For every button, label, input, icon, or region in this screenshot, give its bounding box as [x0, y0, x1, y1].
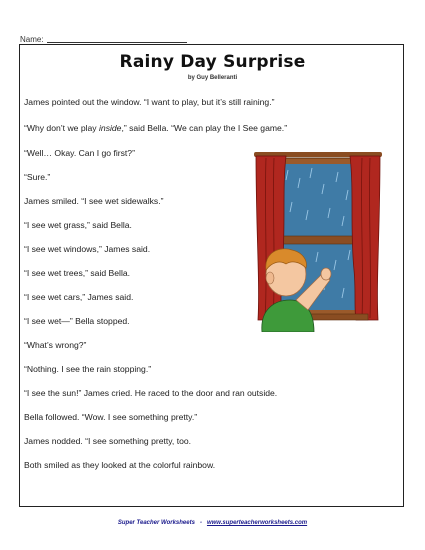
- story-paragraph: Both smiled as they looked at the colorful rainbow.: [24, 460, 216, 470]
- story-paragraph: “Sure.”: [24, 172, 51, 182]
- story-paragraph: James smiled. “I see wet sidewalks.”: [24, 196, 164, 206]
- name-line: [20, 34, 187, 44]
- story-paragraph: “I see wet cars,” James said.: [24, 292, 134, 302]
- story-paragraph: James pointed out the window. “I want to play, but it’s still raining.”: [24, 97, 275, 107]
- story-paragraph: James nodded. “I see something pretty, too.: [24, 436, 192, 446]
- footer-brand: Super Teacher Worksheets: [117, 520, 195, 526]
- story-paragraph: “I see wet trees,” said Bella.: [24, 268, 131, 278]
- boy-ear: [266, 272, 274, 284]
- rainy-window-illustration: [252, 150, 384, 332]
- window-glass-top: [280, 164, 356, 236]
- page-title: Rainy Day Surprise: [119, 52, 306, 72]
- story-paragraph: “I see the sun!” James cried. He raced to the door and ran outside.: [24, 388, 278, 398]
- footer-link[interactable]: www.superteacherworksheets.com: [206, 520, 308, 526]
- footer: [0, 520, 425, 526]
- paragraph-end: ,” said Bella. “We can play the I See game.”: [121, 123, 288, 133]
- window-sash: [274, 236, 362, 244]
- story-paragraph: “Well… Okay. Can I go first?”: [24, 148, 135, 158]
- boy-hand: [321, 268, 331, 280]
- story-paragraph: “What’s wrong?”: [24, 340, 87, 350]
- story-paragraph: [24, 123, 287, 133]
- story-paragraph: “I see wet—” Bella stopped.: [24, 316, 130, 326]
- emphasis-word: inside: [99, 123, 122, 133]
- story-paragraph: “Nothing. I see the rain stopping.”: [24, 364, 152, 374]
- story-paragraph: “I see wet grass,” said Bella.: [24, 220, 132, 230]
- name-label: Name:: [20, 35, 44, 44]
- footer-separator: -: [199, 520, 202, 526]
- story-paragraph: “I see wet windows,” James said.: [24, 244, 151, 254]
- paragraph-start: “Why don’t we play: [24, 123, 99, 133]
- author-byline: by Guy Belleranti: [187, 75, 238, 81]
- name-blank[interactable]: [47, 34, 187, 43]
- story-paragraph: Bella followed. “Wow. I see something pretty.”: [24, 412, 198, 422]
